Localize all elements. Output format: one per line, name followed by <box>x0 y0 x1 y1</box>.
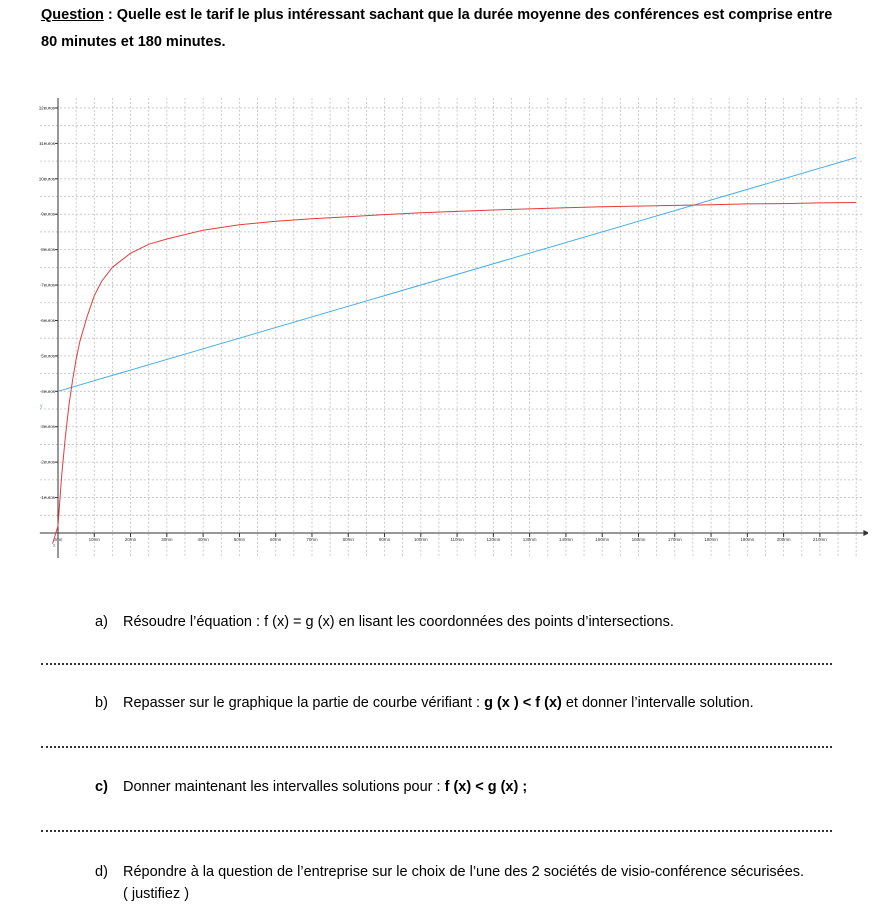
y-tick-label: 5euros <box>41 353 55 359</box>
item-b <box>95 692 754 714</box>
x-tick-label: 0mn <box>53 537 63 542</box>
item-c-text: Donner maintenant les intervalles solutions pour : <box>123 779 445 795</box>
x-tick-label: 120mn <box>486 537 501 542</box>
question-separator: : <box>103 7 117 23</box>
x-tick-label: 150mn <box>595 537 610 542</box>
answer-line-b[interactable] <box>41 746 832 748</box>
x-axis-arrow <box>863 530 868 536</box>
item-d <box>95 861 804 905</box>
x-tick-label: 140mn <box>559 537 573 542</box>
y-tick-label: 11euros <box>39 140 55 146</box>
x-tick-label: 40mn <box>197 537 209 542</box>
y-tick-label: 2euros <box>41 459 55 465</box>
item-b-text: Repasser sur le graphique la partie de courbe vérifiant : <box>123 695 485 711</box>
item-b-label: b) <box>95 695 108 711</box>
x-tick-labels <box>54 537 828 542</box>
x-tick-label: 50mn <box>233 537 246 542</box>
item-c-inequality: f (x) < g (x) ; <box>444 779 528 795</box>
y-tick-label: 12euros <box>38 105 55 111</box>
x-tick-label: 170mn <box>667 537 682 542</box>
chart-axes <box>40 98 868 558</box>
item-b-text-end: et donner l’intervalle solution. <box>561 695 754 711</box>
x-tick-label: 80mn <box>342 537 354 542</box>
x-tick-label: 110mn <box>450 537 464 542</box>
x-axis-name: x <box>53 543 56 549</box>
y-tick-label: 3euros <box>41 424 55 430</box>
question-text: Quelle est le tarif le plus intéressant sachant que la durée moyenne des conférences est comprise entre 80 minutes et 180 minutes. <box>41 7 833 50</box>
x-tick-label: 30mn <box>161 537 173 542</box>
item-a <box>95 611 674 633</box>
x-tick-label: 60mn <box>270 537 282 542</box>
item-d-line1: Répondre à la question de l’entreprise sur le choix de l’une des 2 sociétés de visio-conférence sécurisées. <box>123 864 805 880</box>
y-tick-label: 9euros <box>41 211 55 217</box>
chart-grid <box>40 98 864 558</box>
x-tick-label: 200mn <box>776 537 791 542</box>
x-tick-label: 130mn <box>522 537 537 542</box>
x-tick-label: 160mn <box>631 537 646 542</box>
chart-series <box>53 158 857 544</box>
item-c <box>95 776 527 798</box>
y-tick-label: 6euros <box>41 317 55 323</box>
x-tick-label: 20mn <box>124 537 137 542</box>
y-tick-label: 4euros <box>41 388 55 394</box>
question-label: Question <box>41 7 104 23</box>
answer-line-a[interactable] <box>41 663 832 665</box>
y-axis-name: y <box>40 403 43 410</box>
answer-line-c[interactable] <box>41 830 832 832</box>
item-d-label: d) <box>95 864 108 880</box>
item-b-inequality: g (x ) < f (x) <box>484 695 562 711</box>
x-tick-label: 210mn <box>812 537 827 542</box>
function-chart <box>28 98 868 558</box>
y-tick-label: 1euros <box>41 495 55 501</box>
item-a-label: a) <box>95 614 108 630</box>
x-tick-label: 180mn <box>704 537 718 542</box>
x-tick-label: 190mn <box>740 537 755 542</box>
y-tick-label: 7euros <box>41 282 55 288</box>
item-a-text: Résoudre l’équation : f (x) = g (x) en lisant les coordonnées des points d’intersections. <box>123 614 674 630</box>
y-tick-labels <box>39 105 56 549</box>
item-d-line2: ( justifiez ) <box>123 886 190 902</box>
item-c-label: c) <box>95 779 108 795</box>
x-tick-label: 100mn <box>413 537 428 542</box>
x-tick-label: 70mn <box>306 537 318 542</box>
x-tick-label: 90mn <box>378 537 391 542</box>
y-tick-label: 8euros <box>41 247 55 253</box>
question-block <box>41 2 841 56</box>
series-f-line <box>53 203 857 544</box>
y-tick-label: 10euros <box>38 176 55 182</box>
x-tick-label: 10mn <box>88 537 100 542</box>
